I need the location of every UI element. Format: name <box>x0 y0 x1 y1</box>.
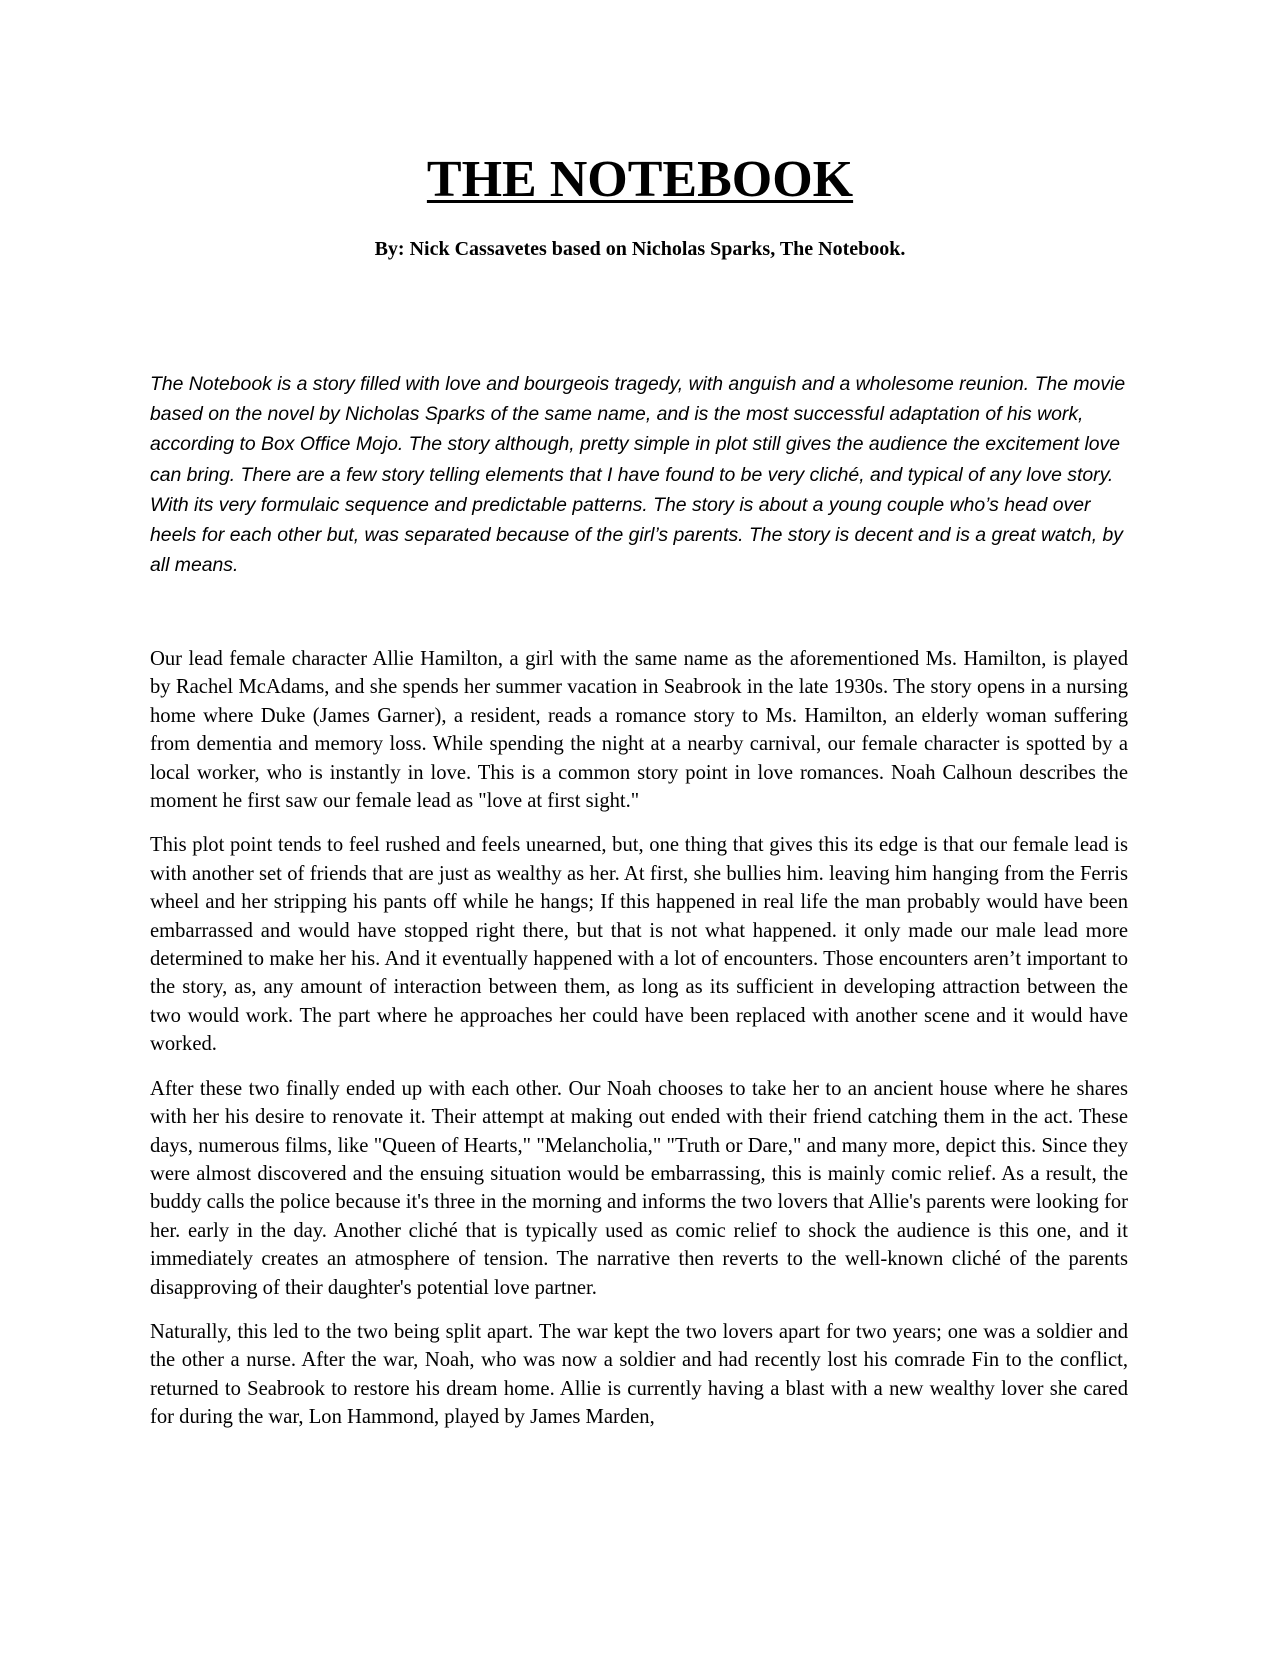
body-paragraph-3: After these two finally ended up with each other. Our Noah chooses to take her to an ancient house where he shares with her his desire to renovate it. Their attempt at making out ended with their friend catching them in the act. These days, numerous films, like "Queen of Hearts," "Melancholia," "Truth or Dare," and many more, depict this. Since they were almost discovered and the ensuing situation would be embarrassing, this is mainly comic relief. As a result, the buddy calls the police because it's three in the morning and informs the two lovers that Allie's parents were looking for her. early in the day. Another cliché that is typically used as comic relief to shock the audience is this one, and it immediately creates an atmosphere of tension. The narrative then reverts to the well-known cliché of the parents disapproving of their daughter's potential love partner. <box>150 1077 1128 1299</box>
document-title-text: THE NOTEBOOK <box>426 151 854 208</box>
body-paragraph-1: Our lead female character Allie Hamilton, a girl with the same name as the aforementioned Ms. Hamilton, is played by Rachel McAdams, and she spends her summer vacation in Seabrook in the late 1930s. The story opens in a nursing home where Duke (James Garner), a resident, reads a romance story to Ms. Hamilton, an elderly woman suffering from dementia and memory loss. While spending the night at a nearby carnival, our female character is spotted by a local worker, who is instantly in love. This is a common story point in love romances. Noah Calhoun describes the moment he first saw our female lead as "love at first sight." <box>150 648 1128 813</box>
document-byline: By: Nick Cassavetes based on Nicholas Sparks, The Notebook. <box>374 238 906 260</box>
intro-paragraph: The Notebook is a story filled with love and bourgeois tragedy, with anguish and a wholesome reunion. The movie based on the novel by Nicholas Sparks of the same name, and is the most successful adaptation of his work, according to Box Office Mojo. The story although, pretty simple in plot still gives the audience the excitement love can bring. There are a few story telling elements that I have found to be very cliché, and typical of any love story. With its very formulaic sequence and predictable patterns. The story is about a young couple who’s head over heels for each other but, was separated because of the girl’s parents. The story is decent and is a great watch, by all means. <box>150 373 1126 577</box>
document-title <box>0 150 1280 210</box>
body-text <box>150 645 1128 1448</box>
body-paragraph-4: Naturally, this led to the two being split apart. The war kept the two lovers apart for two years; one was a soldier and the other a nurse. After the war, Noah, who was now a soldier and had recently lost his comrade Fin to the conflict, returned to Seabrook to restore his dream home. Allie is currently having a blast with a new wealthy lover she cared for during the war, Lon Hammond, played by James Marden, <box>150 1320 1128 1429</box>
body-paragraph-2: This plot point tends to feel rushed and feels unearned, but, one thing that gives this its edge is that our female lead is with another set of friends that are just as wealthy as her. At first, she bullies him. leaving him hanging from the Ferris wheel and her stripping his pants off while he hangs; If this happened in real life the man probably would have been embarrassed and would have stopped right there, but that is not what happened. it only made our male lead more determined to make her his. And it eventually happened with a lot of encounters. Those encounters aren’t important to the story, as, any amount of interaction between them, as long as its sufficient in developing attraction between the two would work. The part where he approaches her could have been replaced with another scene and it would have worked. <box>150 834 1128 1056</box>
